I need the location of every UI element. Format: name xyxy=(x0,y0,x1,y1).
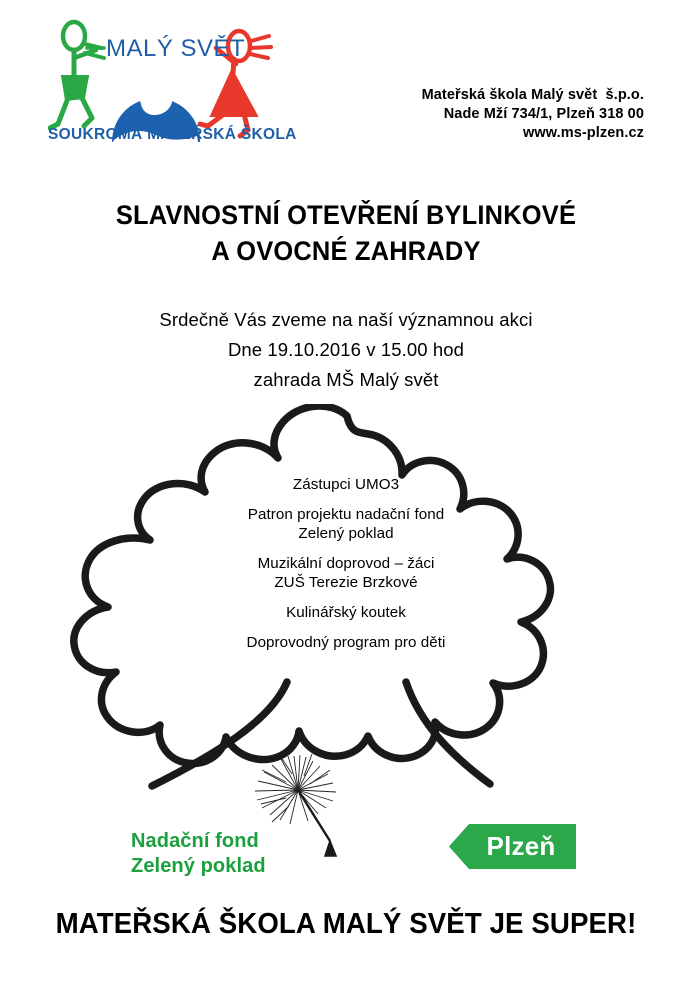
invitation-line-3: zahrada MŠ Malý svět xyxy=(253,369,439,390)
invitation-line-1: Srdečně Vás zveme na naší významnou akci xyxy=(159,309,533,330)
footer-slogan: MATEŘSKÁ ŠKOLA MALÝ SVĚT JE SUPER! xyxy=(55,908,637,940)
program-item xyxy=(0,554,692,592)
logo-graphic xyxy=(48,14,303,146)
program-item-line-1: Doprovodný program pro děti xyxy=(246,634,446,651)
page-header xyxy=(0,0,692,165)
plzen-city-logo xyxy=(449,824,576,869)
foundation-credit xyxy=(131,829,266,879)
program-item-line-1: Kulinářský koutek xyxy=(286,604,406,621)
foundation-line-2: Zelený poklad xyxy=(131,855,266,877)
program-item-line-1: Zástupci UMO3 xyxy=(292,476,400,493)
address-line-street: Nade Mží 734/1, Plzeň 318 00 xyxy=(443,106,644,122)
program-list xyxy=(0,475,692,652)
tree-trunk xyxy=(152,682,490,786)
page-title-line-2: A OVOCNÉ ZAHRADY xyxy=(211,236,481,266)
dandelion-seed-icon xyxy=(255,754,336,856)
school-logo xyxy=(48,14,303,146)
program-item xyxy=(0,475,692,494)
logo-brand-name: MALÝ SVĚT xyxy=(106,35,246,62)
running-boy-icon xyxy=(50,22,104,128)
program-item-line-2: ZUŠ Terezie Brzkové xyxy=(274,574,418,591)
page-title-line-1: SLAVNOSTNÍ OTEVŘENÍ BYLINKOVÉ xyxy=(115,200,577,230)
school-address-block xyxy=(422,86,644,143)
page-title xyxy=(14,197,678,269)
address-line-name: Mateřská škola Malý svět š.p.o. xyxy=(421,87,644,103)
invitation-block xyxy=(0,305,692,395)
program-item xyxy=(0,603,692,622)
program-item-line-1: Patron projektu nadační fond xyxy=(247,506,445,523)
invitation-line-2: Dne 19.10.2016 v 15.00 hod xyxy=(227,339,465,360)
program-item xyxy=(0,633,692,652)
program-item xyxy=(0,505,692,543)
foundation-line-1: Nadační fond xyxy=(131,830,259,852)
program-item-line-1: Muzikální doprovod – žáci xyxy=(257,555,435,572)
program-item-line-2: Zelený poklad xyxy=(298,525,394,542)
plzen-logo-label: Plzeň xyxy=(486,831,556,861)
logo-tagline: SOUKROMÁ MATEŘSKÁ ŠKOLA xyxy=(48,126,297,143)
address-line-website[interactable]: www.ms-plzen.cz xyxy=(522,125,644,141)
